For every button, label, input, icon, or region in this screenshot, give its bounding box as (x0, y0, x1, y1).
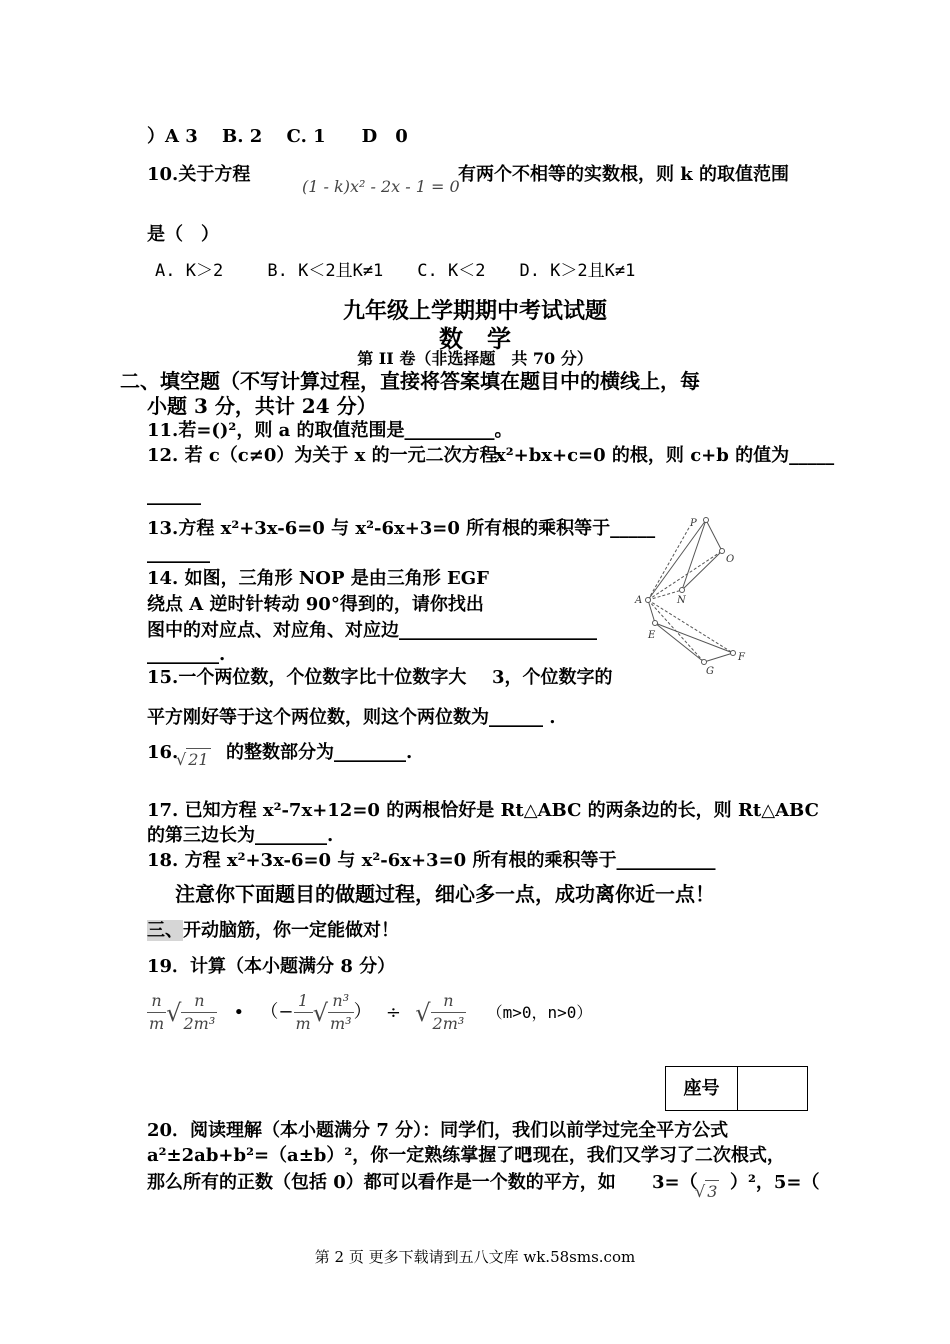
q14-line4: ________. (147, 644, 226, 665)
edge-FG (704, 653, 733, 662)
q14-line1: 14. 如图，三角形 NOP 是由三角形 EGF (147, 568, 489, 589)
q10-formula: (1 - k)x² - 2x - 1 = 0 (302, 177, 460, 196)
exam-volume: 第 II 卷（非选择题 共 70 分） (357, 349, 593, 368)
q15-line1a: 15.一个两位数，个位数字比十位数字大 (147, 667, 467, 688)
q16-sqrt: √ 21 (176, 750, 209, 769)
section3 (147, 920, 399, 942)
notice: 注意你下面题目的做题过程，细心多一点，成功离你近一点！ (175, 882, 715, 906)
q14-line2: 绕点 A 逆时针转动 90°得到的，请你找出 (147, 594, 484, 615)
q16-lead: 16. (147, 742, 179, 763)
q16-tail: 的整数部分为________. (226, 742, 413, 763)
q17-line1: 17. 已知方程 x²-7x+12=0 的两根恰好是 Rt△ABC 的两条边的长，则 Rt△ABC (147, 800, 819, 821)
edge-AF (648, 600, 733, 653)
q20-line2b: !现在，我们又学习了二次根式， (525, 1145, 785, 1166)
section2-line2: 小题 3 分，共计 24 分） (147, 394, 377, 418)
q9-options: ）A 3 B. 2 C. 1 D 0 (147, 126, 408, 147)
q13-line1: 13.方程 x²+3x-6=0 与 x²-6x+3=0 所有根的乘积等于_____ (147, 518, 656, 539)
q19-divide: ÷ (385, 1001, 401, 1023)
edge-AO (648, 551, 722, 600)
q15-line2: 平方刚好等于这个两位数，则这个两位数为______ . (147, 707, 556, 728)
edge-GE (655, 623, 704, 662)
q18: 18. 方程 x²+3x-6=0 与 x²-6x+3=0 所有根的乘积等于___________ (147, 850, 716, 871)
q14-line3: 图中的对应点、对应角、对应边______________________ (147, 620, 597, 641)
edge-ON (682, 551, 722, 590)
q20-line3b: 3=（ (652, 1172, 698, 1193)
label-F: F (738, 652, 745, 663)
q12-line2: ______ (147, 485, 201, 506)
section3-text: 开动脑筋，你一定能做对！ (183, 920, 399, 941)
q10-tail: 有两个不相等的实数根，则 k 的取值范围 (458, 164, 790, 185)
seat-label: 座号 (666, 1067, 738, 1110)
edge-AP (648, 520, 706, 600)
label-A: A (635, 595, 643, 606)
seat-number-box (665, 1066, 808, 1111)
q19-dot: • (233, 1001, 245, 1023)
q13-line2: _______ (147, 543, 210, 564)
q20-line1: 20．阅读理解（本小题满分 7 分）：同学们，我们以前学过完全平方公式 (147, 1120, 729, 1141)
label-P: P (690, 518, 697, 529)
edge-PO (706, 520, 722, 551)
label-O: O (726, 554, 735, 565)
exam-subject: 数 学 (439, 324, 511, 353)
q20-sqrt3: √ 3 (695, 1182, 718, 1201)
rotation-figure (630, 512, 760, 677)
q15-line1b: 3，个位数字的 (492, 667, 613, 688)
q10-cont: 是（ ） (147, 224, 219, 245)
q19-condition: （m>0，n>0） (486, 1002, 593, 1022)
q10-options: A. K＞2 B. K＜2且K≠1 C. K＜2 D. K＞2且K≠1 (155, 261, 636, 281)
page-footer: 第 2 页 更多下载请到五八文库 wk.58sms.com (314, 1248, 636, 1266)
section3-label: 三、 (147, 920, 183, 941)
q20-line3a: 那么所有的正数（包括 0）都可以看作是一个数的平方，如 (147, 1172, 616, 1193)
edge-EF (655, 623, 733, 653)
label-N: N (677, 595, 686, 606)
section2-line1: 二、填空题（不写计算过程，直接将答案填在题目中的横线上，每 (120, 369, 700, 393)
q16-radicand: 21 (188, 750, 209, 769)
label-E: E (648, 630, 656, 641)
q19-title: 19．计算（本小题满分 8 分） (147, 956, 396, 977)
q12-line1b: x²+bx+c=0 的根，则 c+b 的值为_____ (495, 445, 835, 466)
q20-line3c: ）²，5=（ (730, 1172, 820, 1193)
q11: 11.若=()²，则 a 的取值范围是__________。 (147, 420, 513, 441)
q17-line2: 的第三边长为________. (147, 825, 334, 846)
q12-line1a: 12. 若 c（c≠0）为关于 x 的一元二次方程 (147, 445, 498, 466)
q19-expression: $\frac{n}{m}$ √ $\frac{n}{\text{2m³}}$ • （− $\frac{1}{m}$ √ $\frac{\text{n³}}{\text{m³}}$ ） ÷ √ $\frac{n}{\text{2m³}}$ （m>0，n>0） (149, 991, 593, 1033)
edge-NP (682, 520, 706, 590)
q20-line2a: a²±2ab+b²=（a±b）²，你一定熟练掌握了吧 (147, 1145, 533, 1166)
edge-AG (648, 600, 704, 662)
label-G: G (706, 666, 714, 677)
exam-title: 九年级上学期期中考试试题 (342, 298, 607, 324)
q10-lead: 10.关于方程 (147, 164, 251, 185)
